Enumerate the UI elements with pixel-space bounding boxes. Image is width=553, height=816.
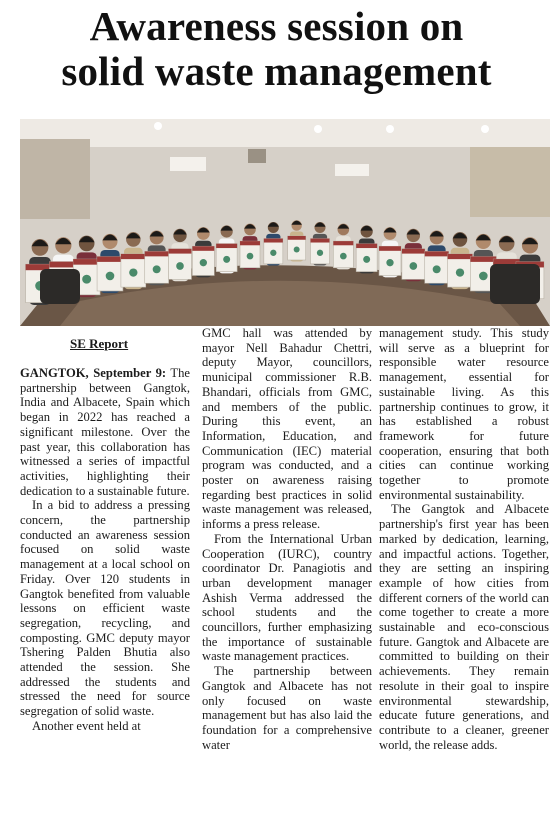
poster-graphic: [223, 256, 230, 263]
poster-graphic: [410, 262, 418, 270]
poster-graphic: [200, 259, 207, 266]
poster-header: [288, 236, 306, 240]
poster-header: [356, 244, 377, 248]
poster-header: [240, 241, 260, 245]
poster-graphic: [82, 275, 91, 284]
article-column-1: [20, 366, 190, 734]
poster-header: [169, 249, 192, 254]
paragraph: The partnership between Gangtok and Albacete has not only focused on waste management but has also laid the foundation for a comprehensive water: [202, 664, 372, 752]
poster-graphic: [386, 259, 393, 266]
poster-graphic: [479, 272, 488, 281]
group-photo-icon: [20, 119, 550, 326]
poster-graphic: [456, 268, 464, 276]
poster-graphic: [363, 256, 370, 263]
paragraph: [20, 366, 190, 498]
dateline: GANGTOK, September 9:: [20, 366, 167, 380]
poster-header: [379, 246, 401, 251]
poster-header: [97, 257, 123, 262]
poster-header: [311, 239, 330, 243]
paragraph: GMC hall was attended by mayor Nell Bahadur Chettri, deputy Mayor, councillors, municipal commissioner R.B. Bhandari, officials from GMC, and members of the public. During this event, an Information, Education, and Communication (IEC) material program was conducted, and a poster on awareness raising regarding best practices in solid waste management was released, informs a press release.: [202, 326, 372, 532]
poster-header: [333, 241, 353, 245]
paragraph: In a bid to address a pressing concern, the partnership conducted an awareness session focused on solid waste management at a local school on Friday. Over 120 students in Gangtok benefited from valuable lessons on efficient waste segregation, recycling, and composting. GMC deputy mayor Tshering Palden Bhutia also attended the session. She addressed the students and stressed the need for source segregation of solid waste.: [20, 498, 190, 719]
poster-header: [121, 254, 146, 259]
article-column-3: [379, 326, 549, 752]
poster-graphic: [340, 253, 347, 260]
poster-header: [425, 251, 449, 256]
poster-header: [216, 244, 237, 248]
group-photo: [20, 119, 550, 326]
headline-line-2: solid waste management: [61, 48, 492, 94]
poster-graphic: [317, 250, 323, 256]
poster-header: [145, 251, 169, 256]
paragraph: management study. This study will serve as a blueprint for responsible water resource management, essential for sustainable living. As this partnership continues to grow, it has established a robust framework for future cooperation, ensuring that both cities can continue working together to promote environmental sustainability.: [379, 326, 549, 502]
poster-header: [448, 254, 473, 259]
poster-graphic: [129, 268, 137, 276]
poster-graphic: [176, 262, 184, 270]
poster-graphic: [294, 247, 300, 253]
poster-graphic: [270, 250, 276, 256]
poster-header: [192, 246, 214, 251]
poster-header: [402, 249, 425, 254]
poster-graphic: [153, 265, 161, 273]
paragraph-text: The partnership between Gangtok, India and Albacete, Spain which began in 2022 has reached a significant milestone. Over the past year, this collaboration has witnessed a series of impactful activities, highlighting their dedication to a sustainable future.: [20, 366, 190, 498]
paragraph: From the International Urban Cooperation (IURC), country coordinator Dr. Panagiotis and urban development manager Ashish Verma addressed the school students and the councillors, further emphasizing the importance of sustainable waste management practices.: [202, 531, 372, 664]
poster-graphic: [247, 253, 254, 260]
poster-header: [470, 257, 496, 262]
paragraph: The Gangtok and Albacete partnership's first year has been marked by dedication, learning, and impactful actions. Together, they are setting an inspiring example of how cities from different corners of the world can come together to create a more sustainable and eco-conscious future. Gangtok and Albacete are committed to building on their achievements. They remain resolute in their goal to inspire environmental stewardship, educate future generations, and contribute to a cleaner, greener world, the release adds.: [379, 502, 549, 752]
poster-graphic: [433, 265, 441, 273]
poster-header: [73, 259, 100, 265]
headline: [0, 4, 553, 94]
headline-line-1: Awareness session on: [89, 3, 464, 49]
article-column-2: [202, 326, 372, 752]
paragraph: Another event held at: [32, 718, 141, 733]
poster-graphic: [106, 272, 115, 281]
byline: SE Report: [70, 336, 129, 351]
poster-header: [264, 239, 283, 243]
